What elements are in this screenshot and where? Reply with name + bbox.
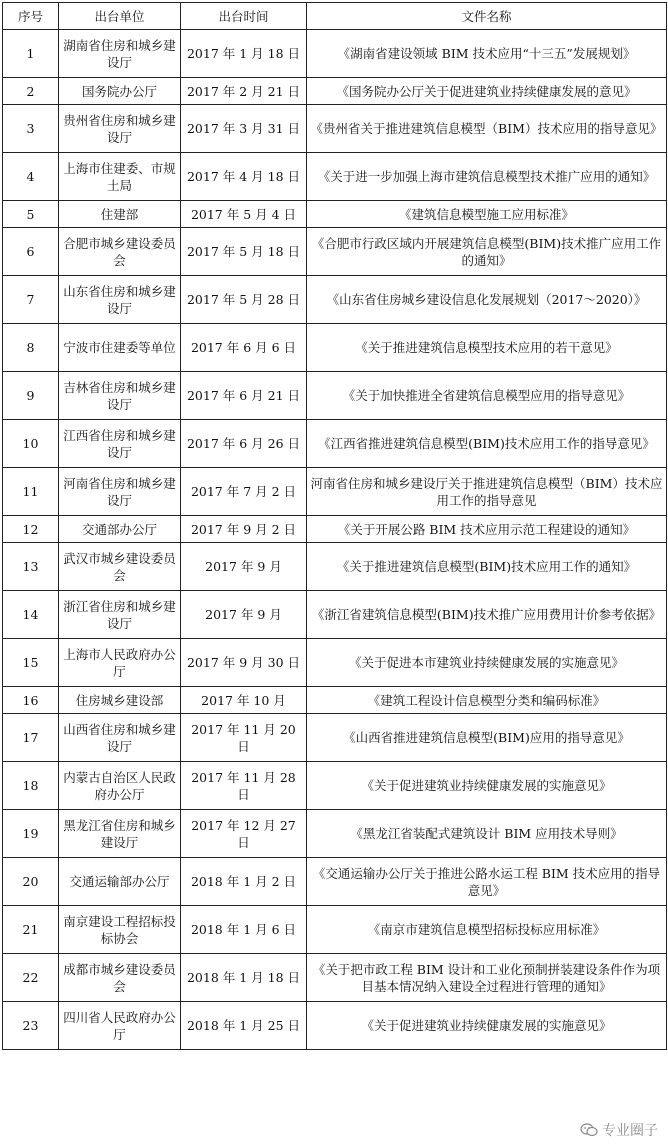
row-number: 5	[3, 201, 59, 228]
row-number: 2	[3, 78, 59, 105]
header-date: 出台时间	[181, 3, 307, 30]
row-document-title: 《关于推进建筑信息模型技术应用的若干意见》	[307, 324, 667, 372]
row-document-title: 《关于促进本市建筑业持续健康发展的实施意见》	[307, 639, 667, 687]
row-date: 2017 年 9 月 30 日	[181, 639, 307, 687]
table-row	[3, 810, 667, 858]
row-number: 21	[3, 906, 59, 954]
row-issuer: 四川省人民政府办公厅	[59, 1002, 181, 1050]
row-number: 17	[3, 714, 59, 762]
row-document-title: 《建筑信息模型施工应用标准》	[307, 201, 667, 228]
table-row	[3, 324, 667, 372]
row-document-title: 《关于把市政工程 BIM 设计和工业化预制拼装建设条件作为项目基本情况纳入建设全过程进行管理的通知》	[307, 954, 667, 1002]
row-issuer: 山西省住房和城乡建设厅	[59, 714, 181, 762]
table-row	[3, 762, 667, 810]
row-number: 19	[3, 810, 59, 858]
row-document-title: 《浙江省建筑信息模型(BIM)技术推广应用费用计价参考依据》	[307, 591, 667, 639]
row-date: 2017 年 12 月 27 日	[181, 810, 307, 858]
row-issuer: 交通运输部办公厅	[59, 858, 181, 906]
watermark-text: 专业圈子	[602, 1123, 658, 1139]
row-document-title: 河南省住房和城乡建设厅关于推进建筑信息模型（BIM）技术应用工作的指导意见	[307, 468, 667, 516]
row-issuer: 合肥市城乡建设委员会	[59, 228, 181, 276]
header-doc: 文件名称	[307, 3, 667, 30]
table-row	[3, 276, 667, 324]
row-document-title: 《关于促进建筑业持续健康发展的实施意见》	[307, 1002, 667, 1050]
row-date: 2017 年 5 月 28 日	[181, 276, 307, 324]
row-issuer: 吉林省住房和城乡建设厅	[59, 372, 181, 420]
table-row	[3, 105, 667, 153]
table-row	[3, 954, 667, 1002]
row-date: 2017 年 10 月	[181, 687, 307, 714]
row-issuer: 宁波市住建委等单位	[59, 324, 181, 372]
row-date: 2017 年 9 月 2 日	[181, 516, 307, 543]
row-number: 16	[3, 687, 59, 714]
row-issuer: 贵州省住房和城乡建设厅	[59, 105, 181, 153]
row-date: 2017 年 5 月 18 日	[181, 228, 307, 276]
row-issuer: 山东省住房和城乡建设厅	[59, 276, 181, 324]
row-date: 2018 年 1 月 18 日	[181, 954, 307, 1002]
wechat-icon	[580, 1123, 598, 1137]
row-issuer: 内蒙古自治区人民政府办公厅	[59, 762, 181, 810]
row-number: 14	[3, 591, 59, 639]
row-document-title: 《湖南省建设领域 BIM 技术应用“十三五”发展规划》	[307, 30, 667, 78]
table-row	[3, 858, 667, 906]
row-number: 11	[3, 468, 59, 516]
row-issuer: 住房城乡建设部	[59, 687, 181, 714]
row-number: 9	[3, 372, 59, 420]
table-row	[3, 78, 667, 105]
header-no: 序号	[3, 3, 59, 30]
table-row	[3, 687, 667, 714]
row-issuer: 南京建设工程招标投标协会	[59, 906, 181, 954]
row-number: 10	[3, 420, 59, 468]
row-document-title: 《山东省住房城乡建设信息化发展规划（2017～2020）》	[307, 276, 667, 324]
row-number: 4	[3, 153, 59, 201]
watermark	[580, 1120, 658, 1140]
row-date: 2017 年 6 月 21 日	[181, 372, 307, 420]
row-document-title: 《黑龙江省装配式建筑设计 BIM 应用技术导则》	[307, 810, 667, 858]
row-issuer: 湖南省住房和城乡建设厅	[59, 30, 181, 78]
row-issuer: 交通部办公厅	[59, 516, 181, 543]
row-date: 2018 年 1 月 6 日	[181, 906, 307, 954]
row-number: 1	[3, 30, 59, 78]
row-issuer: 浙江省住房和城乡建设厅	[59, 591, 181, 639]
row-date: 2018 年 1 月 2 日	[181, 858, 307, 906]
row-document-title: 《关于加快推进全省建筑信息模型应用的指导意见》	[307, 372, 667, 420]
table-row	[3, 420, 667, 468]
row-issuer: 成都市城乡建设委员会	[59, 954, 181, 1002]
row-number: 3	[3, 105, 59, 153]
row-date: 2017 年 9 月	[181, 543, 307, 591]
row-document-title: 《贵州省关于推进建筑信息模型（BIM）技术应用的指导意见》	[307, 105, 667, 153]
table-row	[3, 201, 667, 228]
row-date: 2017 年 2 月 21 日	[181, 78, 307, 105]
row-date: 2017 年 1 月 18 日	[181, 30, 307, 78]
row-document-title: 《国务院办公厅关于促进建筑业持续健康发展的意见》	[307, 78, 667, 105]
row-date: 2017 年 4 月 18 日	[181, 153, 307, 201]
row-number: 23	[3, 1002, 59, 1050]
row-date: 2017 年 11 月 28 日	[181, 762, 307, 810]
row-issuer: 河南省住房和城乡建设厅	[59, 468, 181, 516]
table-row	[3, 516, 667, 543]
row-number: 6	[3, 228, 59, 276]
row-document-title: 《山西省推进建筑信息模型(BIM)应用的指导意见》	[307, 714, 667, 762]
row-issuer: 国务院办公厅	[59, 78, 181, 105]
row-number: 7	[3, 276, 59, 324]
row-number: 15	[3, 639, 59, 687]
row-issuer: 上海市住建委、市规土局	[59, 153, 181, 201]
row-document-title: 《合肥市行政区域内开展建筑信息模型(BIM)技术推广应用工作的通知》	[307, 228, 667, 276]
row-issuer: 武汉市城乡建设委员会	[59, 543, 181, 591]
table-row	[3, 639, 667, 687]
row-date: 2017 年 5 月 4 日	[181, 201, 307, 228]
row-document-title: 《关于进一步加强上海市建筑信息模型技术推广应用的通知》	[307, 153, 667, 201]
row-issuer: 黑龙江省住房和城乡建设厅	[59, 810, 181, 858]
table-row	[3, 153, 667, 201]
table-row	[3, 468, 667, 516]
row-document-title: 《南京市建筑信息模型招标投标应用标准》	[307, 906, 667, 954]
row-date: 2017 年 11 月 20 日	[181, 714, 307, 762]
row-date: 2017 年 7 月 2 日	[181, 468, 307, 516]
row-number: 13	[3, 543, 59, 591]
row-date: 2018 年 1 月 25 日	[181, 1002, 307, 1050]
row-issuer: 上海市人民政府办公厅	[59, 639, 181, 687]
row-date: 2017 年 3 月 31 日	[181, 105, 307, 153]
table-row	[3, 543, 667, 591]
table-row	[3, 591, 667, 639]
table-row	[3, 1002, 667, 1050]
table-row	[3, 906, 667, 954]
policy-table	[2, 2, 667, 1050]
row-number: 22	[3, 954, 59, 1002]
row-document-title: 《关于促进建筑业持续健康发展的实施意见》	[307, 762, 667, 810]
row-document-title: 《关于开展公路 BIM 技术应用示范工程建设的通知》	[307, 516, 667, 543]
table-row	[3, 372, 667, 420]
row-issuer: 江西省住房和城乡建设厅	[59, 420, 181, 468]
row-date: 2017 年 9 月	[181, 591, 307, 639]
header-org: 出台单位	[59, 3, 181, 30]
row-issuer: 住建部	[59, 201, 181, 228]
row-date: 2017 年 6 月 26 日	[181, 420, 307, 468]
table-row	[3, 714, 667, 762]
table-row	[3, 30, 667, 78]
row-number: 18	[3, 762, 59, 810]
row-document-title: 《交通运输办公厅关于推进公路水运工程 BIM 技术应用的指导意见》	[307, 858, 667, 906]
row-number: 20	[3, 858, 59, 906]
row-number: 8	[3, 324, 59, 372]
row-document-title: 《关于推进建筑信息模型(BIM)技术应用工作的通知》	[307, 543, 667, 591]
row-document-title: 《江西省推进建筑信息模型(BIM)技术应用工作的指导意见》	[307, 420, 667, 468]
table-row	[3, 228, 667, 276]
row-document-title: 《建筑工程设计信息模型分类和编码标准》	[307, 687, 667, 714]
table-header-row	[3, 3, 667, 30]
row-number: 12	[3, 516, 59, 543]
row-date: 2017 年 6 月 6 日	[181, 324, 307, 372]
